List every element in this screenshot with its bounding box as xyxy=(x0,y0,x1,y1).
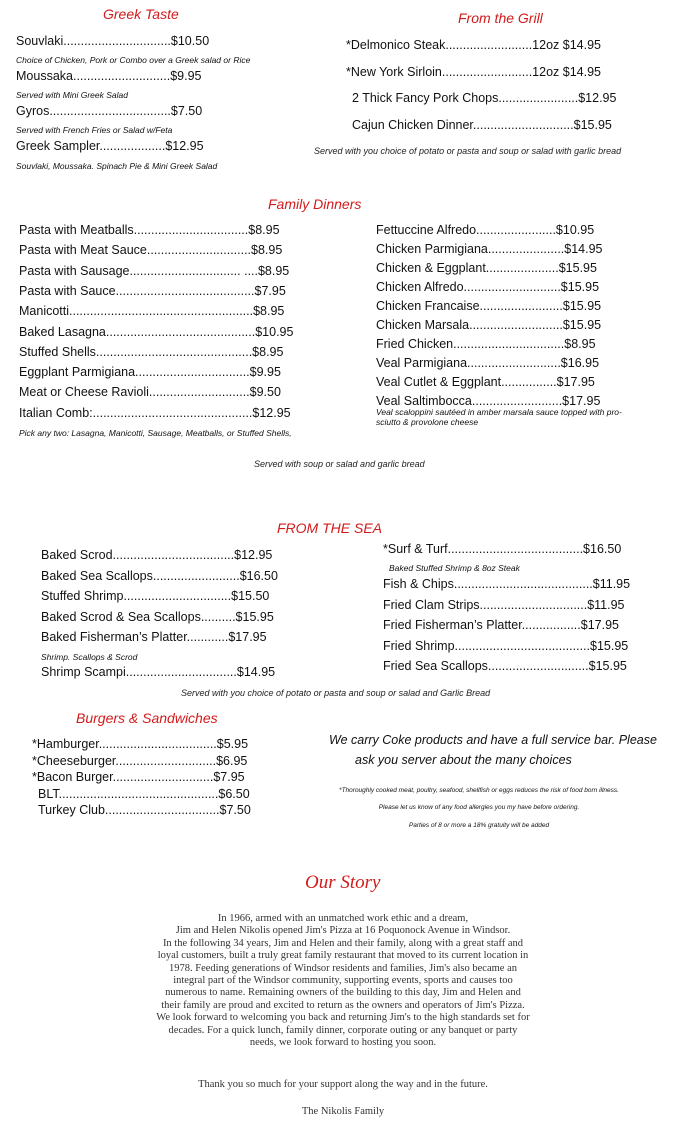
burger-item: *Bacon Burger.............................$7.95 xyxy=(32,770,245,784)
gratuity-notice: Parties of 8 or more a 18% gratuity will be added xyxy=(408,822,550,829)
drinks-info-line1: We carry Coke products and have a full service bar. Please xyxy=(329,733,657,747)
greek-item-note: Served with Mini Greek Salad xyxy=(16,90,128,100)
story-line: We look forward to welcoming you back and returning Jim's to the high standards set for xyxy=(156,1012,530,1024)
family-served-note: Served with soup or salad and garlic bread xyxy=(254,459,425,469)
sea-item: Baked Fisherman’s Platter............$17.95 xyxy=(41,630,267,644)
grill-item: *New York Sirloin..........................12oz $14.95 xyxy=(346,65,601,79)
burger-item: *Hamburger..................................$5.95 xyxy=(32,737,249,751)
family-item: Fried Chicken................................$8.95 xyxy=(376,337,596,351)
greek-item-souvlaki: Souvlaki...............................$10.50 xyxy=(16,34,210,48)
family-item: Chicken Alfredo............................$15.95 xyxy=(376,280,600,294)
italian-combo-note: Pick any two: Lasagna, Manicotti, Sausage, Meatballs, or Stuffed Shells, xyxy=(19,428,292,438)
family-item: Italian Comb:..............................................$12.95 xyxy=(19,405,291,420)
family-item: Pasta with Sausage................................ ....$8.95 xyxy=(19,263,290,278)
signature: The Nikolis Family xyxy=(301,1106,385,1117)
sea-item: Baked Sea Scallops.........................$16.50 xyxy=(41,568,278,583)
sea-item: Fish & Chips........................................$11.95 xyxy=(383,577,631,591)
grill-item: 2 Thick Fancy Pork Chops.......................$12.95 xyxy=(352,91,617,105)
family-item: Manicotti.....................................................$8.95 xyxy=(19,304,285,319)
family-item: Chicken Francaise........................$15.95 xyxy=(376,299,602,313)
food-safety-notice: *Thoroughly cooked meat, poultry, seafood, shellfish or eggs reduces the risk of food born illness. xyxy=(339,787,619,794)
family-item: Pasta with Sauce........................................$7.95 xyxy=(19,283,286,298)
allergy-notice: Please let us know of any food allergies you my have before ordering. xyxy=(378,804,580,811)
family-item: Eggplant Parmigiana.................................$9.95 xyxy=(19,365,281,380)
sea-item: Fried Sea Scallops.............................$15.95 xyxy=(383,659,627,673)
burger-item: BLT..............................................$6.50 xyxy=(38,786,250,801)
story-line: numerous to name. Remaining owners of the building to this day, Jim and Helen and xyxy=(165,987,521,999)
sea-served-note: Served with you choice of potato or pasta and soup or salad and Garlic Bread xyxy=(181,688,491,698)
from-the-grill-heading: From the Grill xyxy=(458,10,543,26)
story-line: their family are proud and excited to return as the owners and operators of Jim's Pizza. xyxy=(161,999,525,1011)
our-story-text xyxy=(0,913,686,1049)
drinks-info-line2: ask you server about the many choices xyxy=(355,753,572,767)
story-line: needs, we look forward to hosting you soon. xyxy=(249,1037,437,1049)
family-item: Stuffed Shells.............................................$8.95 xyxy=(19,344,284,359)
surf-turf-note: Baked Stuffed Shrimp & 8oz Steak xyxy=(389,563,520,573)
sea-item: Fried Clam Strips...............................$11.95 xyxy=(383,597,625,612)
story-line: integral part of the Windsor community, supporting events, sports and causes too xyxy=(173,975,513,987)
grill-item: *Delmonico Steak.........................12oz $14.95 xyxy=(346,38,601,52)
sea-item: Shrimp Scampi................................$14.95 xyxy=(41,665,276,679)
family-item: Chicken Marsala...........................$15.95 xyxy=(376,318,602,332)
greek-taste-heading: Greek Taste xyxy=(103,6,179,22)
greek-item-gyros: Gyros...................................$7.50 xyxy=(16,104,203,118)
family-item: Pasta with Meat Sauce..............................$8.95 xyxy=(19,243,283,258)
story-line: In 1966, armed with an unmatched work ethic and a dream, xyxy=(217,913,469,924)
greek-item-note: Souvlaki, Moussaka. Spinach Pie & Mini Greek Salad xyxy=(16,161,218,171)
fisherman-platter-note: Shrimp. Scallops & Scrod xyxy=(41,652,138,662)
family-dinners-heading: Family Dinners xyxy=(268,196,362,212)
sea-item: Baked Scrod & Sea Scallops..........$15.95 xyxy=(41,609,274,624)
greek-item-note: Served with French Fries or Salad w/Feta xyxy=(16,125,173,135)
family-item: Fettuccine Alfredo.......................$10.95 xyxy=(376,223,595,237)
sea-item: Fried Shrimp.......................................$15.95 xyxy=(383,638,629,653)
from-the-sea-heading: FROM THE SEA xyxy=(277,520,383,536)
greek-item-note: Choice of Chicken, Pork or Combo over a Greek salad or Rice xyxy=(16,55,251,65)
our-story-heading: Our Story xyxy=(305,872,381,893)
sea-item: Stuffed Shrimp...............................$15.50 xyxy=(41,589,270,603)
family-item: Veal Cutlet & Eggplant................$17.95 xyxy=(376,375,595,389)
family-item: Chicken & Eggplant.....................$15.95 xyxy=(376,261,597,275)
thank-you-line: Thank you so much for your support along the way and in the future. xyxy=(198,1079,488,1090)
family-item: Veal Parmigiana...........................$16.95 xyxy=(376,356,600,370)
story-line: loyal customers, built a truly great family restaurant that moved to its current location in xyxy=(157,950,529,962)
sea-item: *Surf & Turf.......................................$16.50 xyxy=(383,542,622,556)
greek-item-sampler: Greek Sampler...................$12.95 xyxy=(16,139,204,153)
grill-item: Cajun Chicken Dinner.............................$15.95 xyxy=(352,118,612,132)
family-item: Pasta with Meatballs.................................$8.95 xyxy=(19,223,280,237)
family-item: Veal Saltimbocca..........................$17.95 xyxy=(376,394,601,408)
veal-saltimbocca-note: Veal scaloppini sautéed in amber marsala sauce topped with pro- xyxy=(376,407,622,417)
burger-item: *Cheeseburger.............................$6.95 xyxy=(32,753,248,768)
burgers-heading: Burgers & Sandwiches xyxy=(76,710,218,726)
veal-saltimbocca-note-cont: sciutto & provolone cheese xyxy=(376,417,479,427)
story-line: 1978. Feeding generations of Windsor residents and families, Jim's also became an xyxy=(169,962,517,974)
story-line: Jim and Helen Nikolis opened Jim's Pizza at 16 Poquonock Avenue in Windsor. xyxy=(175,925,511,937)
family-item: Meat or Cheese Ravioli.............................$9.50 xyxy=(19,385,281,400)
family-item: Baked Lasagna...........................................$10.95 xyxy=(19,324,294,339)
family-item: Chicken Parmigiana......................$14.95 xyxy=(376,242,603,256)
greek-item-moussaka: Moussaka............................$9.95 xyxy=(16,69,202,83)
grill-served-note: Served with you choice of potato or pasta and soup or salad with garlic bread xyxy=(314,146,622,156)
sea-item: Baked Scrod...................................$12.95 xyxy=(41,548,273,562)
story-line: decades. For a quick lunch, family dinner, corporate outing or any banquet or party xyxy=(168,1024,518,1036)
sea-item: Fried Fisherman’s Platter.................$17.95 xyxy=(383,618,619,632)
burger-item: Turkey Club.................................$7.50 xyxy=(38,803,251,817)
story-line: In the following 34 years, Jim and Helen and their family, along with a great staff and xyxy=(162,937,524,949)
